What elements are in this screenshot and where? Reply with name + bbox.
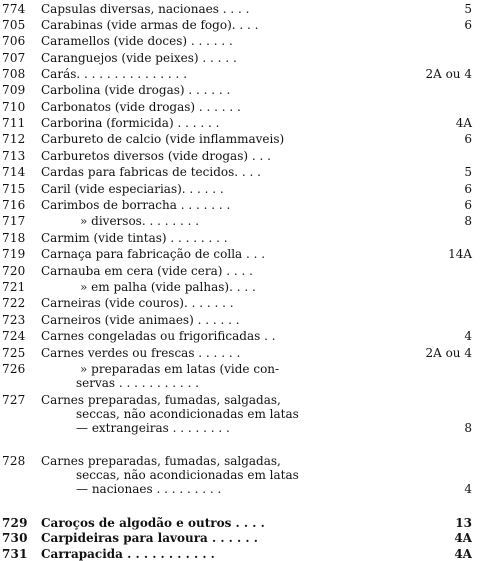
entry-value: 4A [454,531,472,545]
entry-number: 719 [2,247,26,261]
entry-number: 721 [2,280,26,294]
entry-line [0,421,480,435]
index-entry-708 [0,67,480,81]
index-entry-706 [0,34,480,48]
entry-line [0,393,480,407]
entry-number: 707 [2,51,26,65]
entry-line [0,149,480,163]
index-entry-714 [0,165,480,179]
entry-line [0,296,480,310]
entry-value: 8 [464,214,472,228]
entry-description: Carnes preparadas, fumadas, salgadas, [41,454,281,468]
entry-line [0,362,480,376]
entry-line [0,376,480,390]
index-entry-724 [0,329,480,343]
index-entry-713 [0,149,480,163]
entry-description: Carnes preparadas, fumadas, salgadas, [41,393,281,407]
entry-value: 6 [464,18,472,32]
entry-line [0,100,480,114]
entry-value: 6 [464,132,472,146]
index-entry-709 [0,83,480,97]
entry-line [0,329,480,343]
entry-description: — nacionaes . . . . . . . . . [76,482,222,496]
entry-value: 13 [455,516,472,530]
entry-number: 725 [2,346,26,360]
entry-description: Caroços de algodão e outros . . . . [41,516,265,530]
entry-number: 706 [2,34,26,48]
entry-description: Carneiros (vide animaes) . . . . . . [41,313,240,327]
entry-line [0,482,480,496]
entry-description: Carburetos diversos (vide drogas) . . . [41,149,271,163]
entry-description: servas . . . . . . . . . . . [76,376,200,390]
entry-number: 712 [2,132,26,146]
index-entry-719 [0,247,480,261]
index-entry-774 [0,2,480,16]
entry-line [0,182,480,196]
entry-description: Carborina (formicida) . . . . . . [41,116,220,130]
entry-description: Carneiras (vide couros). . . . . . . [41,296,234,310]
entry-number: 718 [2,231,26,245]
entry-number: 711 [2,116,26,130]
entry-number: 723 [2,313,26,327]
entry-description: — extrangeiras . . . . . . . . [76,421,230,435]
index-entry-727 [0,393,480,435]
entry-description: Cardas para fabricas de tecidos. . . . [41,165,261,179]
entry-line [0,346,480,360]
entry-value: 4 [464,482,472,496]
entry-line [0,18,480,32]
index-entry-725 [0,346,480,360]
entry-value: 14A [448,247,472,261]
entry-description: Carnauba em cera (vide cera) . . . . [41,264,253,278]
index-entry-711 [0,116,480,130]
entry-description: Caranguejos (vide peixes) . . . . . [41,51,237,65]
entry-line [0,67,480,81]
entry-line [0,531,480,545]
entry-description: » diversos. . . . . . . . [80,214,200,228]
index-entry-705 [0,18,480,32]
entry-number: 716 [2,198,26,212]
entry-number: 726 [2,362,26,376]
entry-value: 6 [464,198,472,212]
entry-description: Carabinas (vide armas de fogo). . . . [41,18,259,32]
entry-line [0,313,480,327]
entry-description: Carás. . . . . . . . . . . . . . . [41,67,188,81]
index-entry-712 [0,132,480,146]
entry-number: 720 [2,264,26,278]
entry-description: Carbonatos (vide drogas) . . . . . . [41,100,241,114]
entry-number: 722 [2,296,26,310]
entry-line [0,547,480,561]
entry-line [0,247,480,261]
entry-number: 728 [2,454,26,468]
entry-line [0,407,480,421]
entry-value: 8 [464,421,472,435]
index-entry-718 [0,231,480,245]
entry-line [0,231,480,245]
entry-number: 731 [2,547,28,561]
entry-number: 715 [2,182,26,196]
entry-number: 714 [2,165,26,179]
index-entry-721 [0,280,480,294]
entry-description: Carnes congeladas ou frigorificadas . . [41,329,276,343]
entry-line [0,214,480,228]
entry-value: 4A [454,547,472,561]
index-entry-720 [0,264,480,278]
entry-number: 729 [2,516,28,530]
entry-line [0,264,480,278]
entry-line [0,34,480,48]
entry-line [0,468,480,482]
entry-description: Carnes verdes ou frescas . . . . . . [41,346,241,360]
entry-line [0,165,480,179]
entry-description: Carbolina (vide drogas) . . . . . . [41,83,231,97]
index-entry-730 [0,531,480,545]
entry-value: 2A ou 4 [425,346,472,360]
entry-number: 709 [2,83,26,97]
index-entry-731 [0,547,480,561]
entry-value: 4A [455,116,472,130]
entry-description: seccas, não acondicionadas em latas [76,407,299,421]
index-entry-716 [0,198,480,212]
entry-description: Caril (vide especiarias). . . . . . [41,182,224,196]
entry-number: 730 [2,531,28,545]
entry-description: seccas, não acondicionadas em latas [76,468,299,482]
index-entry-710 [0,100,480,114]
entry-description: Carimbos de borracha . . . . . . . [41,198,231,212]
index-entry-722 [0,296,480,310]
entry-description: Carpideiras para lavoura . . . . . . [41,531,258,545]
entry-value: 6 [464,182,472,196]
entry-number: 705 [2,18,26,32]
entry-description: » em palha (vide palhas). . . . [80,280,256,294]
entry-value: 5 [464,165,472,179]
entry-line [0,132,480,146]
entry-number: 724 [2,329,26,343]
entry-description: Carmim (vide tintas) . . . . . . . . [41,231,228,245]
index-entry-715 [0,182,480,196]
entry-description: Carrapacida . . . . . . . . . . . [41,547,215,561]
entry-line [0,116,480,130]
entry-line [0,51,480,65]
entry-description: Carnaça para fabricação de colla . . . [41,247,266,261]
entry-description: Caramellos (vide doces) . . . . . . [41,34,233,48]
entry-number: 727 [2,393,26,407]
entry-line [0,454,480,468]
index-entry-729 [0,516,480,530]
entry-value: 2A ou 4 [425,67,472,81]
entry-line [0,198,480,212]
entry-value: 4 [464,329,472,343]
index-entry-723 [0,313,480,327]
entry-line [0,516,480,530]
entry-description: Carbureto de calcio (vide inflammaveis) [41,132,285,146]
entry-number: 713 [2,149,26,163]
entry-line [0,280,480,294]
index-entry-726 [0,362,480,390]
entry-number: 717 [2,214,26,228]
entry-number: 774 [2,2,26,16]
entry-line [0,2,480,16]
entry-description: » preparadas em latas (vide con- [80,362,280,376]
index-entry-717 [0,214,480,228]
entry-number: 708 [2,67,26,81]
entry-value: 5 [464,2,472,16]
index-entry-707 [0,51,480,65]
index-entry-728 [0,454,480,496]
entry-line [0,83,480,97]
entry-number: 710 [2,100,26,114]
entry-description: Capsulas diversas, nacionaes . . . . [41,2,250,16]
